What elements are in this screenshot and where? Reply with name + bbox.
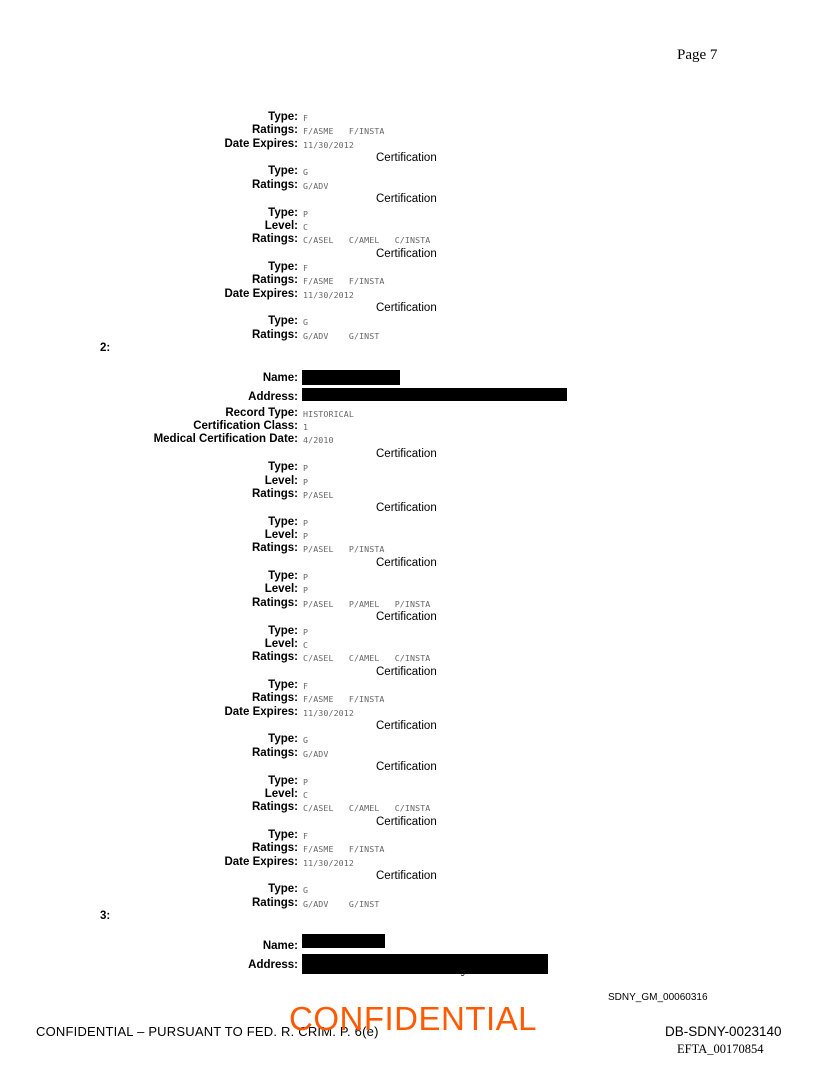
type-value: P: [303, 517, 309, 528]
field-row: [0, 747, 816, 760]
type-label: Type:: [268, 883, 298, 896]
field-row: [0, 475, 816, 488]
record-number: 3:: [100, 910, 111, 923]
date-expires-label: Date Expires:: [224, 137, 298, 150]
name-row: [0, 369, 816, 388]
certification-heading: Certification: [376, 611, 437, 624]
internal-use-notice: For internal use only: [347, 961, 469, 977]
address-row: [0, 388, 816, 407]
certification-heading: Certification: [376, 247, 437, 260]
field-row: [0, 570, 816, 583]
ratings-label: Ratings:: [252, 274, 298, 287]
ratings-value: G/ADV G/INST: [303, 898, 380, 909]
ratings-value: G/ADV: [303, 748, 329, 759]
field-row: [0, 829, 816, 842]
date-expires-label: Date Expires:: [224, 855, 298, 868]
field-row: [0, 692, 816, 705]
certification-heading: Certification: [376, 502, 437, 515]
field-row: [0, 856, 816, 869]
field-row: [0, 625, 816, 638]
name-label: Name:: [262, 371, 298, 384]
type-label: Type:: [268, 165, 298, 178]
certification-records: [0, 111, 816, 975]
field-row: [0, 516, 816, 529]
field-row: [0, 583, 816, 596]
level-value: P: [303, 476, 309, 487]
field-row: [0, 233, 816, 246]
ratings-value: C/ASEL C/AMEL C/INSTA: [303, 803, 431, 814]
field-row: [0, 329, 816, 342]
level-label: Level:: [264, 474, 298, 487]
certification-heading: Certification: [376, 193, 437, 206]
ratings-value: P/ASEL: [303, 489, 334, 500]
confidential-stamp: CONFIDENTIAL: [289, 1000, 538, 1037]
field-row: [0, 207, 816, 220]
type-value: G: [303, 735, 309, 746]
field-row: [0, 433, 816, 446]
field-row: [0, 529, 816, 542]
record-number: 2:: [100, 342, 111, 355]
level-value: C: [303, 789, 309, 800]
type-value: F: [303, 681, 309, 691]
ratings-value: G/ADV: [303, 180, 329, 191]
field-row: [0, 407, 816, 420]
field-row: [0, 883, 816, 896]
field-row: [0, 165, 816, 178]
field-row: [0, 138, 816, 151]
ratings-label: Ratings:: [252, 692, 298, 705]
field-row: [0, 733, 816, 746]
type-label: Type:: [268, 315, 298, 328]
ratings-value: G/ADV G/INST: [303, 330, 380, 341]
field-row: [0, 274, 816, 287]
ratings-label: Ratings:: [252, 746, 298, 759]
date-expires-label: Date Expires:: [224, 287, 298, 300]
ratings-label: Ratings:: [252, 487, 298, 500]
type-label: Type:: [268, 829, 298, 842]
field-row: [0, 679, 816, 692]
ratings-label: Ratings:: [252, 542, 298, 555]
level-label: Level:: [264, 787, 298, 800]
field-row: [0, 111, 816, 124]
ratings-value: C/ASEL C/AMEL C/INSTA: [303, 653, 431, 664]
type-label: Type:: [268, 206, 298, 219]
level-label: Level:: [264, 637, 298, 650]
type-value: F: [303, 263, 309, 274]
type-value: G: [303, 317, 309, 328]
type-value: P: [303, 463, 309, 474]
type-label: Type:: [268, 679, 298, 691]
level-value: P: [303, 530, 309, 541]
doc-id: DB-SDNY-0023140: [665, 1024, 782, 1039]
redaction-bar: [302, 370, 400, 385]
ratings-label: Ratings:: [252, 896, 298, 909]
level-label: Level:: [264, 219, 298, 232]
date-expires-label: Date Expires:: [224, 705, 298, 718]
bates-number: SDNY_GM_00060316: [608, 992, 708, 1003]
type-label: Type:: [268, 733, 298, 746]
field-row: [0, 542, 816, 555]
ratings-value: P/ASEL P/INSTA: [303, 544, 385, 555]
certification-heading: Certification: [376, 152, 437, 165]
ratings-label: Ratings:: [252, 651, 298, 664]
type-label: Type:: [268, 111, 298, 123]
ratings-label: Ratings:: [252, 596, 298, 609]
ratings-label: Ratings:: [252, 328, 298, 341]
field-row: [0, 124, 816, 137]
certification-heading: Certification: [376, 447, 437, 460]
ratings-label: Ratings:: [252, 233, 298, 246]
redaction-bar: [302, 388, 567, 401]
field-row: [0, 842, 816, 855]
field-row: [0, 775, 816, 788]
field-row: [0, 788, 816, 801]
field-row: [0, 420, 816, 433]
field-row: [0, 315, 816, 328]
ratings-value: C/ASEL C/AMEL C/INSTA: [303, 235, 431, 246]
field-row: [0, 638, 816, 651]
type-label: Type:: [268, 774, 298, 787]
ratings-value: F/ASME F/INSTA: [303, 694, 385, 705]
type-label: Type:: [268, 461, 298, 474]
ratings-label: Ratings:: [252, 801, 298, 814]
type-value: F: [303, 831, 309, 842]
level-label: Level:: [264, 528, 298, 541]
certification-heading: Certification: [376, 761, 437, 774]
type-value: G: [303, 167, 309, 178]
certification-heading: Certification: [376, 720, 437, 733]
type-value: P: [303, 572, 309, 583]
field-row: [0, 261, 816, 274]
field-row: [0, 461, 816, 474]
date-expires-value: 11/30/2012: [303, 857, 354, 868]
redaction-bar: [302, 934, 385, 948]
date-expires-value: 11/30/2012: [303, 707, 354, 718]
type-value: P: [303, 776, 309, 787]
ratings-label: Ratings:: [252, 178, 298, 191]
ratings-label: Ratings:: [252, 842, 298, 855]
ratings-value: F/ASME F/INSTA: [303, 276, 385, 287]
type-value: P: [303, 208, 309, 219]
medical-certification-date-label: Medical Certification Date:: [153, 433, 298, 446]
type-label: Type:: [268, 570, 298, 583]
record-type-value: HISTORICAL: [303, 408, 354, 419]
certification-heading: Certification: [376, 556, 437, 569]
confidentiality-notice: CONFIDENTIAL – PURSUANT TO FED. R. CRIM. P. 6(e): [36, 1024, 379, 1039]
name-label: Name:: [262, 939, 298, 952]
certification-class-value: 1: [303, 422, 309, 433]
level-value: P: [303, 585, 309, 596]
ratings-label: Ratings:: [252, 124, 298, 137]
page-number: Page 7: [677, 47, 718, 63]
field-row: [0, 288, 816, 301]
certification-heading: Certification: [376, 870, 437, 883]
level-value: C: [303, 221, 309, 232]
address-label: Address:: [248, 390, 298, 403]
type-label: Type:: [268, 515, 298, 528]
certification-class-label: Certification Class:: [193, 420, 298, 433]
ratings-value: P/ASEL P/AMEL P/INSTA: [303, 598, 431, 609]
date-expires-value: 11/30/2012: [303, 289, 354, 300]
field-row: [0, 597, 816, 610]
certification-heading: Certification: [376, 665, 437, 678]
ratings-value: F/ASME F/INSTA: [303, 126, 385, 137]
level-value: C: [303, 639, 309, 650]
record-type-label: Record Type:: [225, 406, 298, 419]
level-label: Level:: [264, 583, 298, 596]
type-value: F: [303, 113, 309, 123]
field-row: [0, 488, 816, 501]
field-row: [0, 651, 816, 664]
field-row: [0, 706, 816, 719]
type-value: G: [303, 885, 309, 896]
type-label: Type:: [268, 624, 298, 637]
field-row: [0, 897, 816, 910]
field-row: [0, 801, 816, 814]
certification-heading: Certification: [376, 302, 437, 315]
type-value: P: [303, 626, 309, 637]
efta-id: EFTA_00170854: [677, 1042, 764, 1056]
date-expires-value: 11/30/2012: [303, 139, 354, 150]
type-label: Type:: [268, 261, 298, 274]
address-label: Address:: [248, 958, 298, 971]
field-row: [0, 179, 816, 192]
medical-certification-date-value: 4/2010: [303, 435, 334, 446]
ratings-value: F/ASME F/INSTA: [303, 844, 385, 855]
field-row: [0, 220, 816, 233]
certification-heading: Certification: [376, 815, 437, 828]
